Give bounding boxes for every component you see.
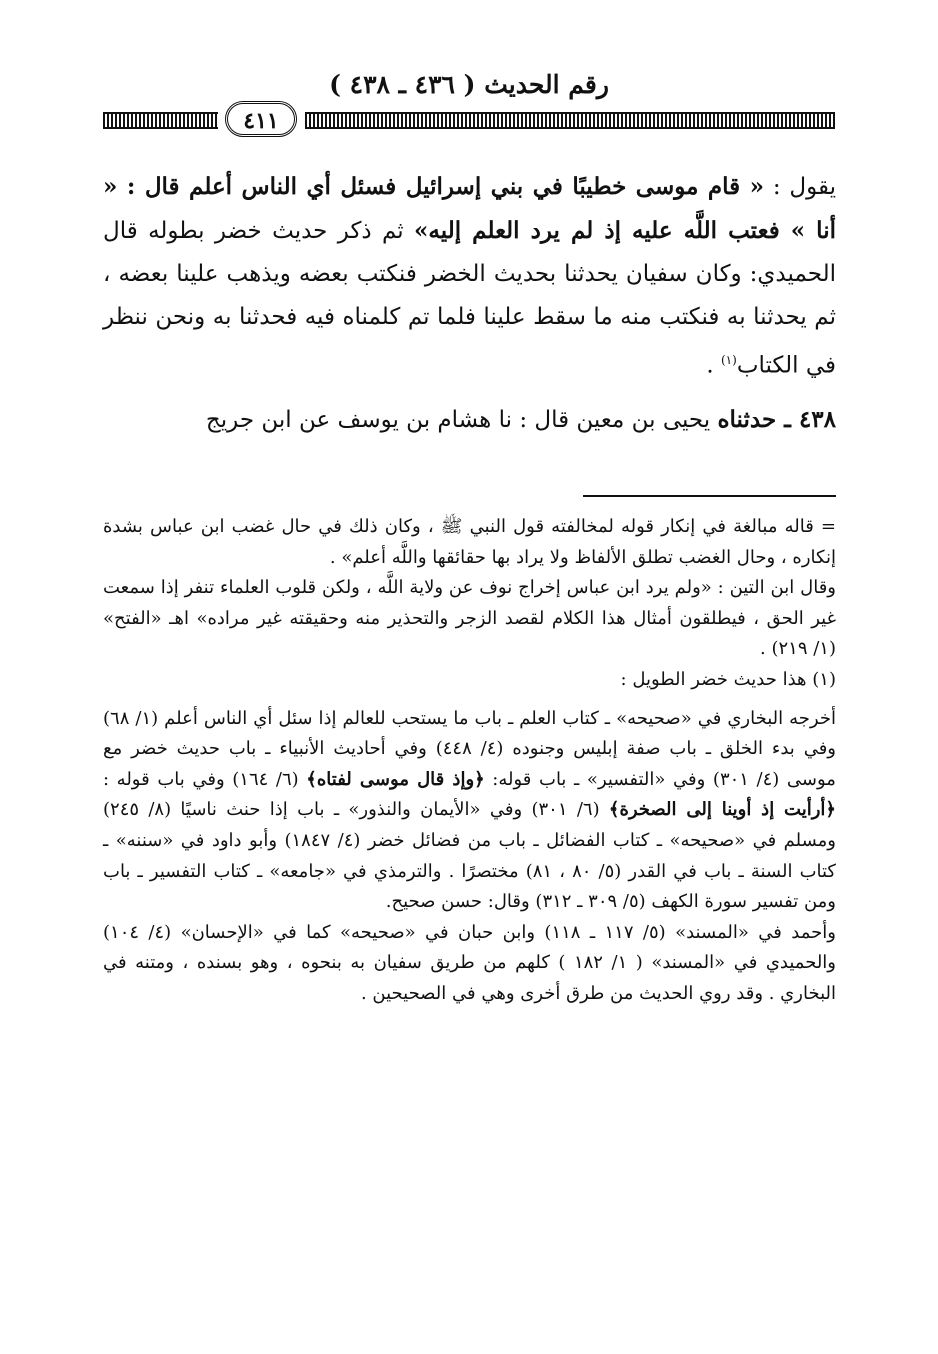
main-text [103, 165, 836, 442]
footnote-continued-line2: وقال ابن التين : «ولم يرد ابن عباس إخراج نوف عن ولاية اللَّه ، ولكن قلوب العلماء تنفر إذا سمعت غير الحق ، فيطلقون أمثال هذا الكلام لقصد الزجر والتحذير منه وحقيقته غير مراده» اهـ «الفتح» (١/ ٢١٩) . [103, 577, 836, 660]
ornament-bar-left [103, 112, 218, 129]
footnote-ref-1[interactable]: (١) [720, 353, 737, 367]
footnote-divider [583, 495, 836, 497]
ornament-bar-right [305, 112, 835, 129]
footnote-1-title: (١) هذا حديث خضر الطويل : [620, 668, 836, 690]
narration-text: ثم ذكر حديث خضر بطوله قال الحميدي: وكان سفيان يحدثنا بحديث الخضر فنكتب بعضه ويذهب علينا بعضه ، ثم يحدثنا به فنكتب منه ما سقط علينا فلما تم كلمناه فيه فحدثنا به ونحن ننظر في الكتاب [103, 218, 836, 379]
hadith-quote: « قام موسى خطيبًا في بني إسرائيل فسئل أي الناس أعلم قال : « أنا » فعتب اللَّه عليه إذ لم يرد العلم إليه» [103, 173, 836, 244]
paragraph-end: . [706, 352, 721, 379]
quran-verse-2: ﴿أرأيت إذ أوينا إلى الصخرة﴾ [608, 799, 836, 821]
hadith-chain: يحيى بن معين قال : نا هشام بن يوسف عن ابن جريج [205, 406, 718, 433]
footnote-1-text-a: أخرجه البخاري في «صحيحه» ـ كتاب العلم ـ باب ما يستحب للعالم إذا سئل أي الناس أعلم (١/ ٦٨) وفي بدء الخلق ـ باب صفة إبليس وجنوده (٤/ ٤٤٨) وفي أحاديث الأنبياء ـ باب حديث خضر مع موسى (٤/ ٣٠١) وفي «التفسير» ـ باب قوله: [103, 707, 836, 790]
footnote-continued-line1: = قاله مبالغة في إنكار قوله لمخالفته قول النبي ﷺ ، وكان ذلك في حال غضب ابن عباس بشدة إنكاره ، وحال الغضب تطلق الألفاظ ولا يراد بها حقائقها واللَّه أعلم» . [103, 516, 836, 568]
paragraph-hadith-438 [103, 398, 836, 442]
footnote-1-text-b: (٦/ ١٦٤) وفي باب قوله : [103, 768, 307, 790]
quran-verse-1: ﴿وإذ قال موسى لفتاه﴾ [306, 768, 485, 790]
footnotes [103, 512, 836, 1010]
intro-text: يقول : [764, 174, 837, 200]
hadith-number: ٤٣٨ ـ حدثناه [717, 405, 836, 433]
footnote-1-text-c: (٦/ ٣٠١) وفي «الأيمان والنذور» ـ باب إذا حنث ناسيًا (٨/ ٢٤٥) ومسلم في «صحيحه» ـ كتاب الفضائل ـ باب من فضائل خضر (٤/ ١٨٤٧) وأبو داود في «سننه» ـ كتاب السنة ـ باب في القدر (٥/ ٨٠ ، ٨١) مختصرًا . والترمذي في «جامعه» ـ كتاب التفسير ـ باب ومن تفسير سورة الكهف (٥/ ٣٠٩ ـ ٣١٢) وقال: حسن صحيح. [103, 799, 837, 913]
footnote-1-text-d: وأحمد في «المسند» (٥/ ١١٧ ـ ١١٨) وابن حبان في «صحيحه» كما في «الإحسان» (٤/ ١٠٤) والحميدي في «المسند» ( ١/ ١٨٢ ) كلهم من طريق سفيان به بنحوه ، وهو بسنده ، ومتنه في البخاري . وقد روي الحديث من طرق أخرى وهي في الصحيحين . [103, 921, 836, 1004]
page-number: ٤١١ [225, 101, 297, 137]
paragraph-hadith-437 [103, 165, 836, 388]
footnote-1-body [103, 704, 836, 918]
running-title: رقم الحديث ( ٤٣٦ ـ ٤٣٨ ) [329, 70, 609, 99]
